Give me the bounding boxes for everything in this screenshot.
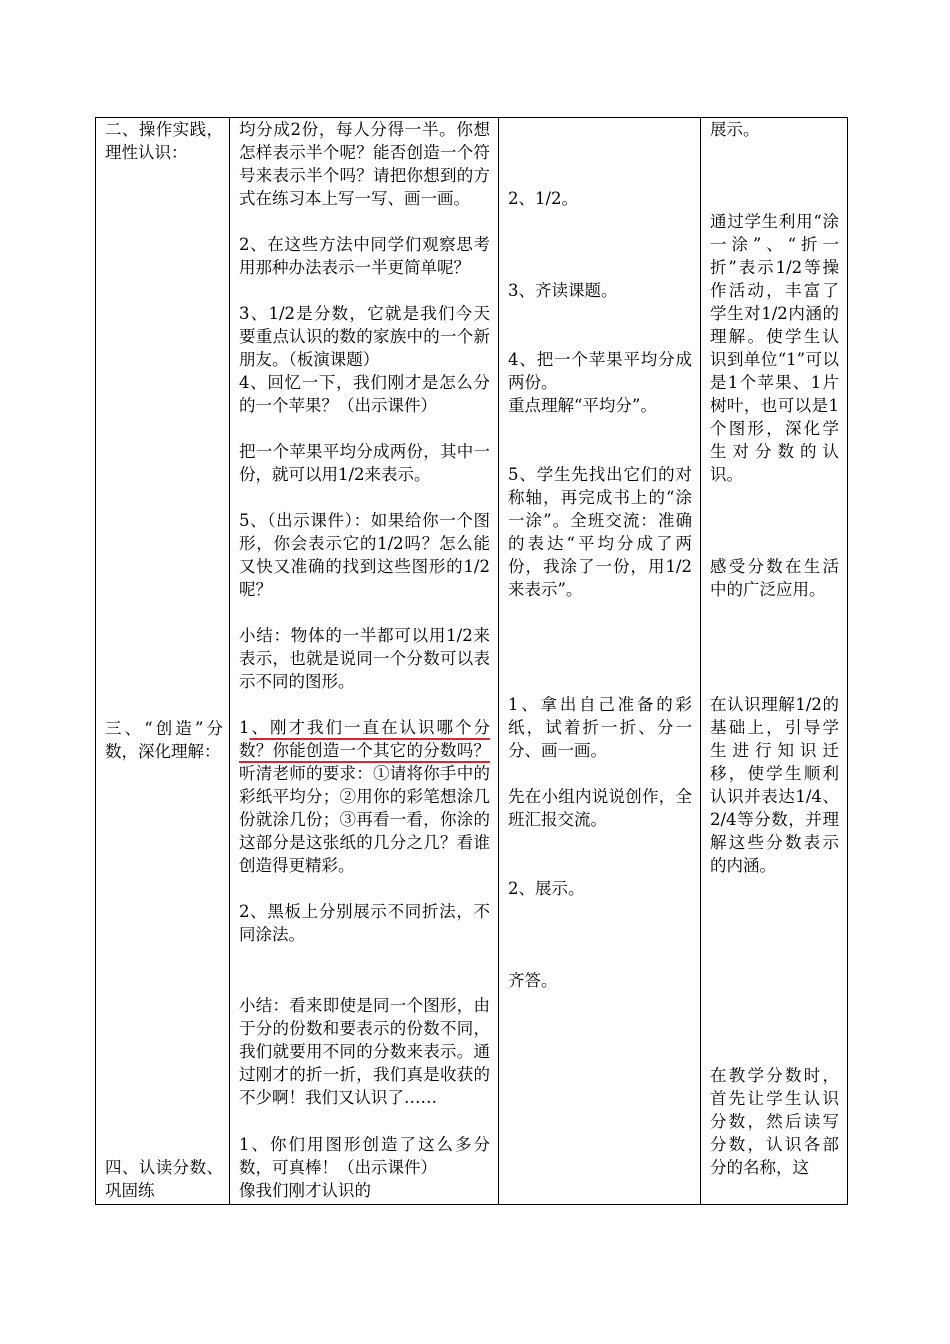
design-intent-column xyxy=(701,118,848,1205)
paragraph-rest: 听清老师的要求：①请将你手中的彩纸平均分；②用你的彩笔想涂几份就涂几份；③再看一看，你涂的这部分是这张纸的几分之几？看谁创造得更精彩。 xyxy=(239,764,490,875)
student-paragraph: 齐答。 xyxy=(508,971,558,990)
teacher-paragraph: 把一个苹果平均分成两份，其中一份，就可以用1/2来表示。 xyxy=(239,442,490,484)
summary-paragraph: 小结：物体的一半都可以用1/2来表示，也就是说同一个分数可以表示不同的图形。 xyxy=(239,626,490,691)
student-paragraph: 4、把一个苹果平均分成两份。 xyxy=(508,350,692,392)
summary-paragraph: 小结：看来即使是同一个图形，由于分的份数和要表示的份数不同，我们就要用不同的分数来表示。通过刚才的折一折，我们真是收获的不少啊！我们又认识了…… xyxy=(239,996,490,1107)
stage-column xyxy=(96,118,230,1205)
stage-title: 四、认读分数、巩固练 xyxy=(105,1158,223,1200)
intent-paragraph: 在认识理解1/2的基础上，引导学生进行知识迁移，使学生顺利认识并表达1/4、2/4等分数，并理解这些分数表示的内涵。 xyxy=(710,695,839,875)
table-row xyxy=(96,118,848,1205)
stage-title: 三、“创造”分数，深化理解： xyxy=(105,719,223,761)
underlined-question: 、刚才我们一直在认识哪个分数？你能创造一个其它的分数吗？ xyxy=(239,718,490,760)
student-paragraph: 3、齐读课题。 xyxy=(508,281,618,300)
intent-paragraph: 感受分数在生活中的广泛应用。 xyxy=(710,557,839,599)
teacher-paragraph: 像我们刚才认识的 xyxy=(239,1181,371,1200)
student-paragraph: 2、展示。 xyxy=(508,879,585,898)
intent-paragraph: 展示。 xyxy=(710,120,760,139)
teacher-paragraph: 3、1/2是分数，它就是我们今天要重点认识的数的家族中的一个新朋友。（板演课题） xyxy=(239,304,490,369)
student-paragraph: 先在小组内说说创作，全班汇报交流。 xyxy=(508,787,692,829)
stage-title: 二、操作实践，理性认识： xyxy=(105,120,223,162)
student-paragraph: 重点理解“平均分”。 xyxy=(508,396,657,415)
student-paragraph: 1、拿出自己准备的彩纸，试着折一折、分一分、画一画。 xyxy=(508,695,692,760)
teacher-paragraph xyxy=(239,716,490,877)
teacher-paragraph: 2、在这些方法中同学们观察思考用那种办法表示一半更简单呢？ xyxy=(239,235,490,277)
teacher-activity-column xyxy=(230,118,499,1205)
student-paragraph: 2、1/2。 xyxy=(508,189,579,208)
teacher-paragraph: 均分成2份，每人分得一半。你想怎样表示半个呢？能否创造一个符号来表示半个吗？请把你想到的方式在练习本上写一写、画一画。 xyxy=(239,120,490,208)
intent-paragraph: 通过学生利用“涂一涂”、“折一折”表示1/2等操作活动，丰富了学生对1/2内涵的理解。使学生认识到单位“1”可以是1个苹果、1片树叶，也可以是1个图形，深化学生对分数的认识。 xyxy=(710,212,839,484)
student-activity-column xyxy=(499,118,701,1205)
paragraph-number: 1 xyxy=(239,718,250,737)
teacher-paragraph: 4、回忆一下，我们刚才是怎么分的一个苹果？（出示课件） xyxy=(239,373,490,415)
intent-paragraph: 在教学分数时，首先让学生认识分数，然后读写分数，认识各部分的名称，这 xyxy=(710,1066,839,1177)
teacher-paragraph: 1、你们用图形创造了这么多分数，可真棒！（出示课件） xyxy=(239,1135,490,1177)
teacher-paragraph: 2、黑板上分别展示不同折法，不同涂法。 xyxy=(239,902,490,944)
student-paragraph: 5、学生先找出它们的对称轴，再完成书上的“涂一涂”。全班交流：准确的表达“平均分成了两份，我涂了一份，用1/2来表示”。 xyxy=(508,465,692,599)
lesson-plan-table xyxy=(95,117,848,1205)
teacher-paragraph: 5、（出示课件）：如果给你一个图形，你会表示它的1/2吗？怎么能又快又准确的找到这些图形的1/2呢？ xyxy=(239,511,490,599)
